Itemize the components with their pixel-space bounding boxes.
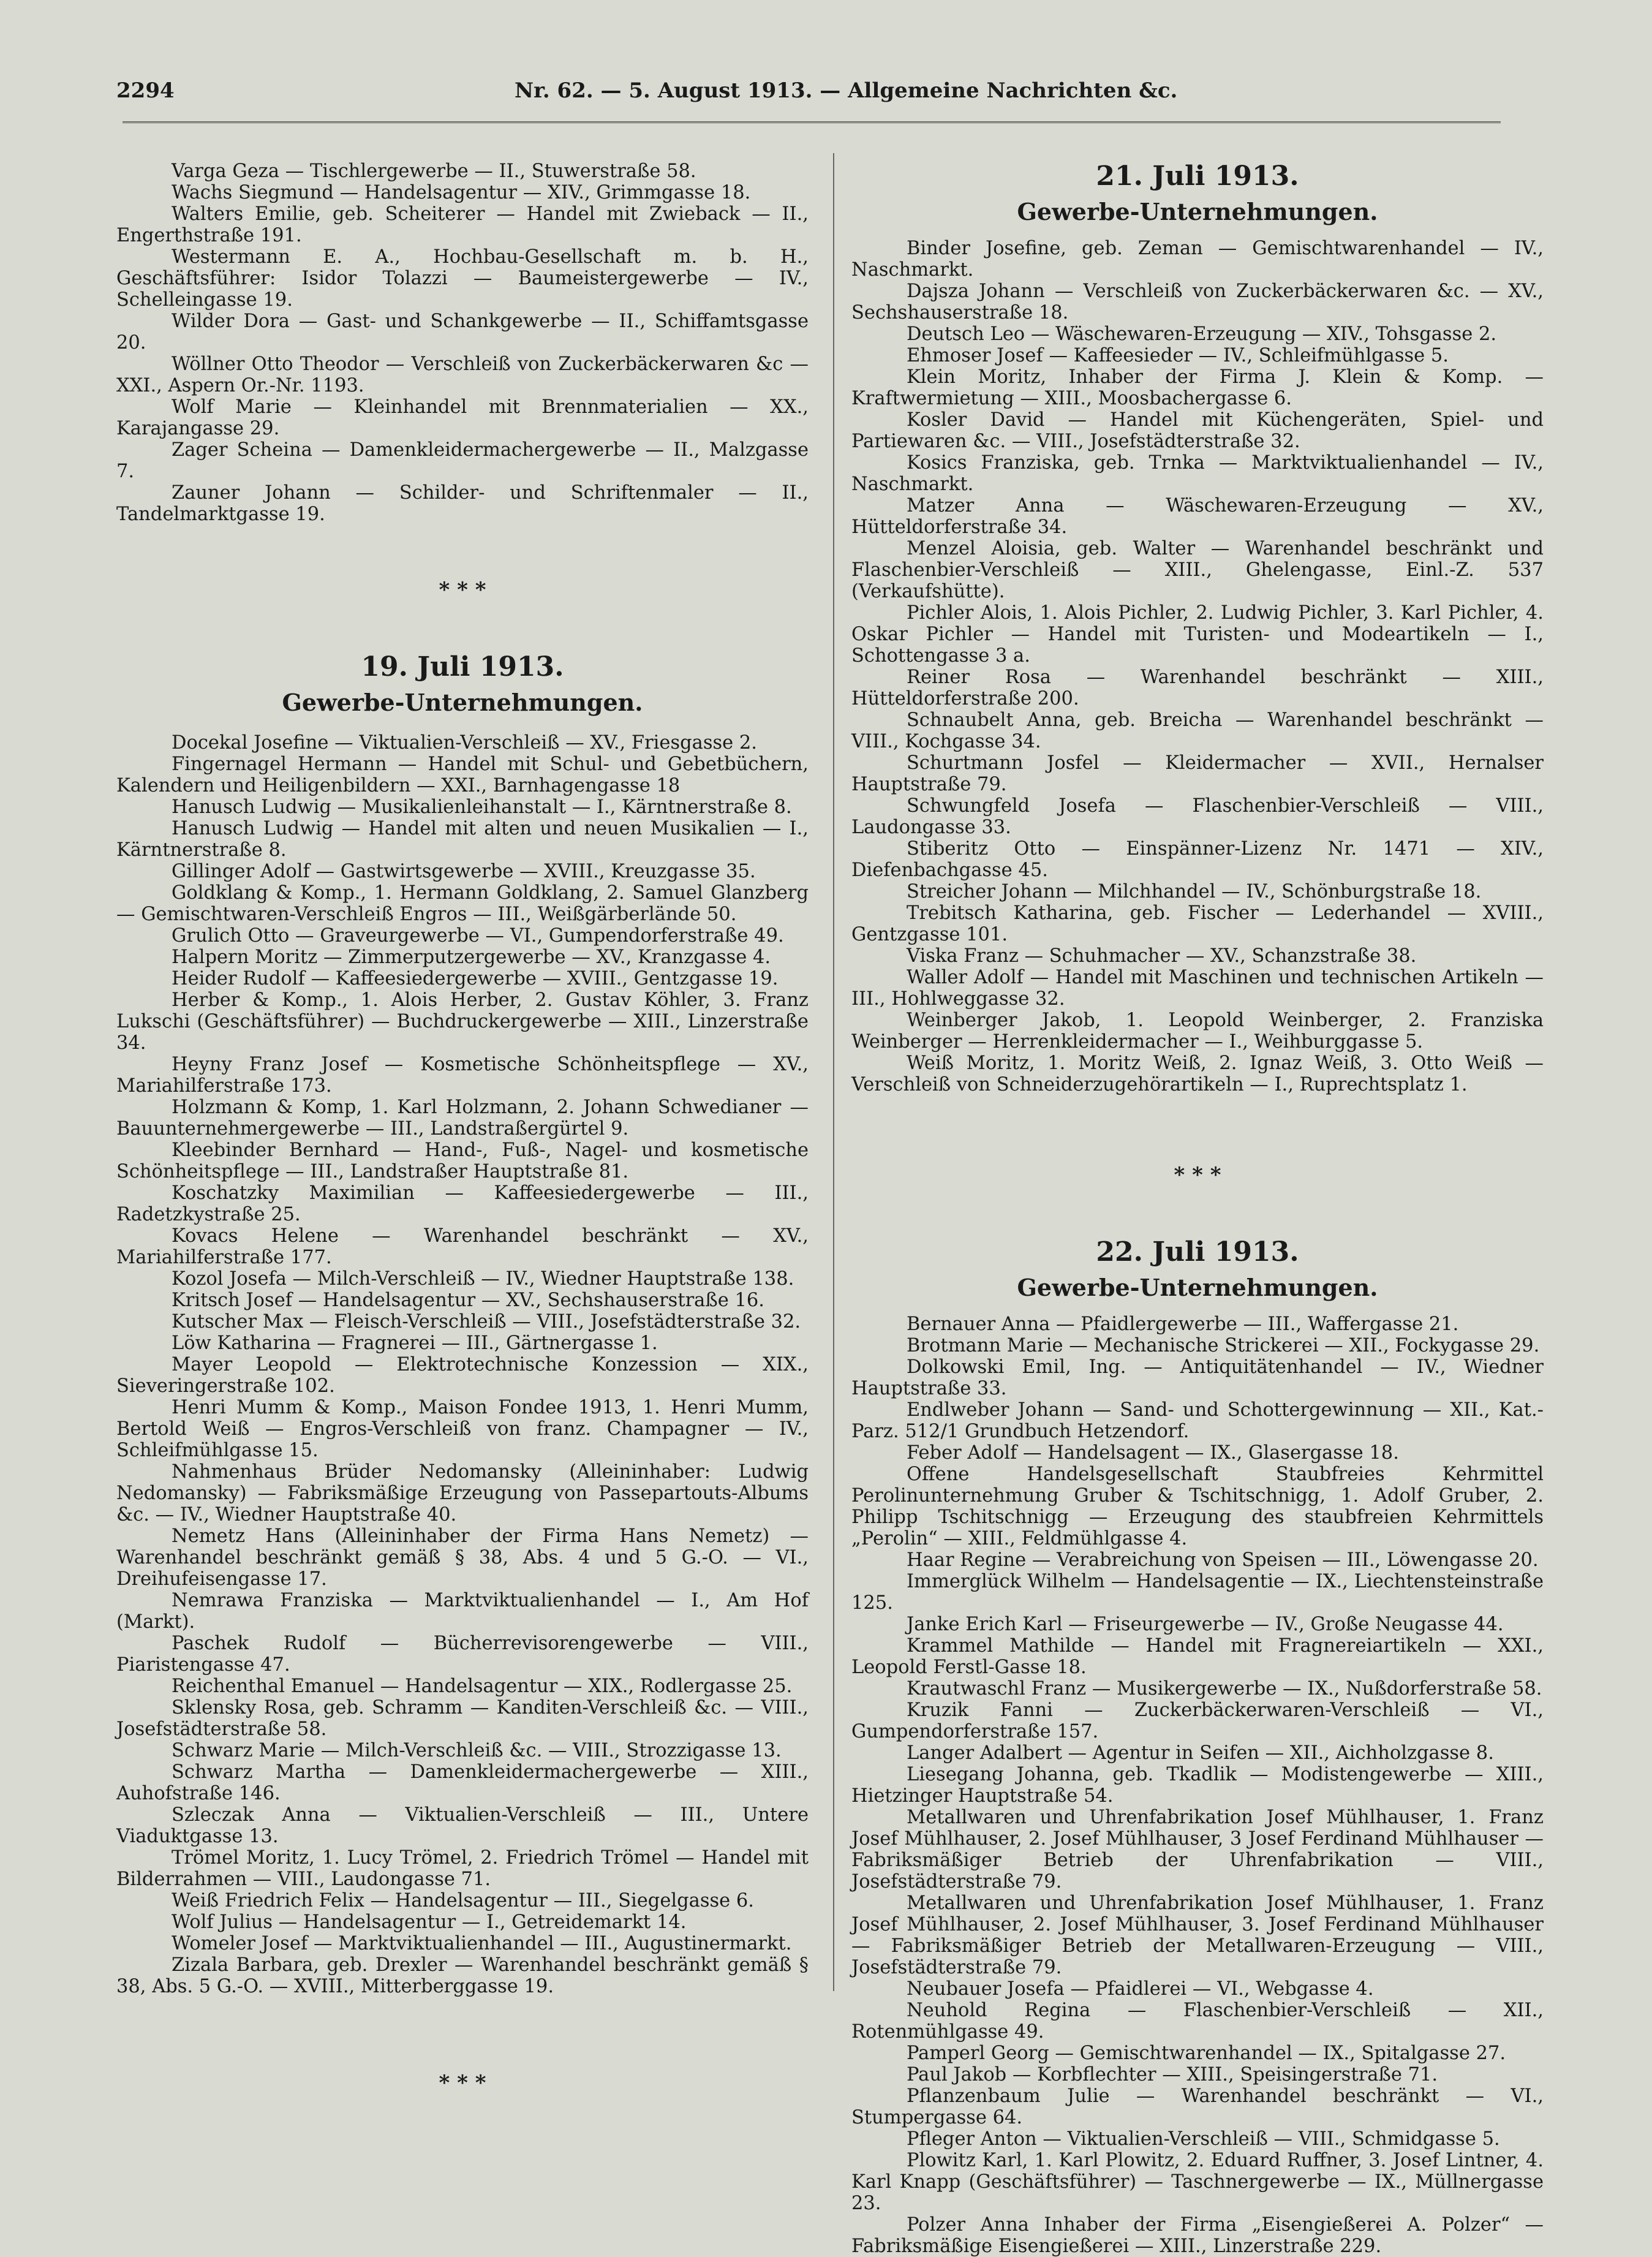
register-entry: Womeler Josef — Marktviktualienhandel — III., Augustinermarkt. [172,1933,792,1954]
page-header [116,78,1507,115]
register-entry: Halpern Moritz — Zimmerputzergewerbe — XV., Kranzgasse 4. [172,947,771,968]
register-entry: Kutscher Max — Fleisch-Verschleiß — VIII., Josefstädterstraße 32. [172,1311,801,1333]
register-entry: Dajsza Johann — Verschleiß von Zuckerbäckerwaren &c. — XV., Sechshauserstraße 18. [851,281,1544,323]
register-entry: Wolf Marie — Kleinhandel mit Brennmaterialien — XX., Karajangasse 29. [116,396,809,439]
register-entry: Schwungfeld Josefa — Flaschenbier-Verschleiß — VIII., Laudongasse 33. [851,795,1544,838]
register-entry: Wachs Siegmund — Handelsagentur — XIV., Grimmgasse 18. [172,182,751,203]
register-entry: Janke Erich Karl — Friseurgewerbe — IV., Große Neugasse 44. [907,1614,1504,1635]
register-entry: Holzmann & Komp, 1. Karl Holzmann, 2. Johann Schwedianer — Bauunternehmergewerbe — III., Landstraßergürtel 9. [116,1097,809,1140]
register-entry: Pfleger Anton — Viktualien-Verschleiß — VIII., Schmidgasse 5. [907,2128,1500,2150]
date-heading-july21: 21. Juli 1913. [1096,161,1299,192]
register-entry: Menzel Aloisia, geb. Walter — Warenhandel beschränkt und Flaschenbier-Verschleiß — XIII., Ghelengasse, Einl.-Z. 537 (Verkaufshütte). [851,538,1544,602]
register-entry: Bernauer Anna — Pfaidlergewerbe — III., Waffergasse 21. [907,1314,1459,1335]
register-entry: Neuhold Regina — Flaschenbier-Verschleiß — XII., Rotenmühlgasse 49. [851,2000,1544,2043]
register-entry: Reichenthal Emanuel — Handelsagentur — XIX., Rodlergasse 25. [172,1676,793,1697]
register-entry: Nahmenhaus Brüder Nedomansky (Alleininhaber: Ludwig Nedomansky) — Fabriksmäßige Erzeugung von Passepartouts-Albums &c. — IV., Wiedner Hauptstraße 40. [116,1461,809,1525]
register-entry: Kosler David — Handel mit Küchengeräten, Spiel- und Partiewaren &c. — VIII., Josefstädterstraße 32. [851,409,1544,452]
register-entry: Zager Scheina — Damenkleidermachergewerbe — II., Malzgasse 7. [116,439,809,482]
register-entry: Paul Jakob — Korbflechter — XIII., Speisingerstraße 71. [907,2064,1438,2085]
register-entry: Metallwaren und Uhrenfabrikation Josef Mühlhauser, 1. Franz Josef Mühlhauser, 2. Josef Mühlhauser, 3. Josef Ferdinand Mühlhauser — Fabriksmäßiger Betrieb der Metallwaren-Erzeugung — VIII., Josefstädterstraße 79. [851,1892,1544,1978]
register-entry: Nemrawa Franziska — Marktviktualienhandel — I., Am Hof (Markt). [116,1590,809,1633]
register-entry: Mayer Leopold — Elektrotechnische Konzession — XIX., Sieveringerstraße 102. [116,1354,809,1397]
register-entry: Waller Adolf — Handel mit Maschinen und technischen Artikeln — III., Hohlweggasse 32. [851,967,1544,1010]
left-column [116,161,809,2095]
section-heading-july21: Gewerbe-Unternehmungen. [1017,198,1378,225]
register-entry: Fingernagel Hermann — Handel mit Schul- und Gebetbüchern, Kalendern und Heiligenbildern — XXI., Barnhagengasse 18 [116,754,809,796]
register-entry: Kruzik Fanni — Zuckerbäckerwaren-Verschleiß — VI., Gumpendorferstraße 157. [851,1699,1544,1742]
section-stars-2: * * * [439,2071,486,2095]
register-entry: Pichler Alois, 1. Alois Pichler, 2. Ludwig Pichler, 3. Karl Pichler, 4. Oskar Pichler — Handel mit Turisten- und Modeartikeln — I., Schottengasse 3 a. [851,602,1544,667]
register-entry: Weinberger Jakob, 1. Leopold Weinberger, 2. Franziska Weinberger — Herrenkleidermacher — I., Weihburggasse 5. [851,1010,1544,1053]
register-entry: Trömel Moritz, 1. Lucy Trömel, 2. Friedrich Trömel — Handel mit Bilderrahmen — VIII., Laudongasse 71. [116,1847,809,1890]
register-entry: Haar Regine — Verabreichung von Speisen — III., Löwengasse 20. [907,1549,1539,1571]
register-entry: Neubauer Josefa — Pfaidlerei — VI., Webgasse 4. [907,1978,1374,2000]
header-rule [123,121,1501,123]
register-entry: Immerglück Wilhelm — Handelsagentie — IX., Liechtensteinstraße 125. [851,1571,1544,1614]
register-entry: Weiß Moritz, 1. Moritz Weiß, 2. Ignaz Weiß, 3. Otto Weiß — Verschleiß von Schneiderzugehörartikeln — I., Ruprechtsplatz 1. [851,1053,1544,1095]
register-entry: Schwarz Marie — Milch-Verschleiß &c. — VIII., Strozzigasse 13. [172,1740,782,1761]
register-entry: Wilder Dora — Gast- und Schankgewerbe — II., Schiffamtsgasse 20. [116,311,809,353]
register-entry: Nemetz Hans (Alleininhaber der Firma Hans Nemetz) — Warenhandel beschränkt gemäß § 38, Abs. 4 und 5 G.-O. — VI., Dreihufeisengasse 17. [116,1525,809,1590]
register-entry: Wolf Julius — Handelsagentur — I., Getreidemarkt 14. [172,1911,687,1933]
register-entry: Kovacs Helene — Warenhandel beschränkt — XV., Mariahilferstraße 177. [116,1225,809,1268]
register-entry: Klein Moritz, Inhaber der Firma J. Klein & Komp. — Kraftwermietung — XIII., Moosbachergasse 6. [851,366,1544,409]
register-entry: Matzer Anna — Wäschewaren-Erzeugung — XV., Hütteldorferstraße 34. [851,495,1544,538]
register-entry: Hanusch Ludwig — Musikalienleihanstalt — I., Kärntnerstraße 8. [172,796,792,818]
right-column [851,161,1544,2257]
register-entry: Schurtmann Josfel — Kleidermacher — XVII., Hernalser Hauptstraße 79. [851,752,1544,795]
register-entry: Reiner Rosa — Warenhandel beschränkt — XIII., Hütteldorferstraße 200. [851,667,1544,709]
register-entry: Docekal Josefine — Viktualien-Verschleiß — XV., Friesgasse 2. [172,732,757,754]
register-entry: Pamperl Georg — Gemischtwarenhandel — IX., Spitalgasse 27. [907,2043,1506,2064]
register-entry: Stiberitz Otto — Einspänner-Lizenz Nr. 1471 — XIV., Diefenbachgasse 45. [851,838,1544,881]
register-entry: Polzer Anna Inhaber der Firma „Eisengießerei A. Polzer“ — Fabriksmäßige Eisengießerei — XIII., Linzerstraße 229. [851,2214,1544,2257]
register-entry: Gillinger Adolf — Gastwirtsgewerbe — XVIII., Kreuzgasse 35. [172,861,756,882]
register-entry: Paschek Rudolf — Bücherrevisorengewerbe — VIII., Piaristengasse 47. [116,1633,809,1676]
register-entry: Heider Rudolf — Kaffeesiedergewerbe — XVIII., Gentzgasse 19. [172,968,779,989]
register-entry: Liesegang Johanna, geb. Tkadlik — Modistengewerbe — XIII., Hietzinger Hauptstraße 54. [851,1764,1544,1807]
register-entry: Krammel Mathilde — Handel mit Fragnereiartikeln — XXI., Leopold Ferstl-Gasse 18. [851,1635,1544,1678]
register-entry: Löw Katharina — Fragnerei — III., Gärtnergasse 1. [172,1333,658,1354]
left-top-list [116,161,809,525]
register-entry: Kosics Franziska, geb. Trnka — Marktviktualienhandel — IV., Naschmarkt. [851,452,1544,495]
register-entry: Streicher Johann — Milchhandel — IV., Schönburgstraße 18. [907,881,1482,902]
running-title: Nr. 62. — 5. August 1913. — Allgemeine Nachrichten &c. [515,78,1178,103]
entries-july19 [116,732,809,1997]
register-entry: Hanusch Ludwig — Handel mit alten und neuen Musikalien — I., Kärntnerstraße 8. [116,818,809,861]
entries-july22 [851,1314,1544,2257]
register-entry: Koschatzky Maximilian — Kaffeesiedergewerbe — III., Radetzkystraße 25. [116,1182,809,1225]
register-entry: Herber & Komp., 1. Alois Herber, 2. Gustav Köhler, 3. Franz Lukschi (Geschäftsführer) — Buchdruckergewerbe — XIII., Linzerstraße 34. [116,989,809,1054]
register-entry: Kleebinder Bernhard — Hand-, Fuß-, Nagel- und kosmetische Schönheitspflege — III., Landstraßer Hauptstraße 81. [116,1140,809,1182]
register-entry: Feber Adolf — Handelsagent — IX., Glasergasse 18. [907,1442,1399,1464]
register-entry: Goldklang & Komp., 1. Hermann Goldklang, 2. Samuel Glanzberg — Gemischtwaren-Verschleiß Engros — III., Weißgärberlände 50. [116,882,809,925]
register-entry: Binder Josefine, geb. Zeman — Gemischtwarenhandel — IV., Naschmarkt. [851,238,1544,281]
register-entry: Kozol Josefa — Milch-Verschleiß — IV., Wiedner Hauptstraße 138. [172,1268,794,1290]
register-entry: Offene Handelsgesellschaft Staubfreies Kehrmittel Perolinunternehmung Gruber & Tschitschnigg, 1. Adolf Gruber, 2. Philipp Tschitschnigg — Erzeugung des staubfreien Kehrmittels „Perolin“ — XIII., Feldmühlgasse 4. [851,1464,1544,1549]
register-entry: Zizala Barbara, geb. Drexler — Warenhandel beschränkt gemäß § 38, Abs. 5 G.-O. — XVIII., Mitterberggasse 19. [116,1954,809,1997]
section-stars-1: * * * [439,578,486,602]
register-entry: Varga Geza — Tischlergewerbe — II., Stuwerstraße 58. [172,161,696,182]
register-entry: Heyny Franz Josef — Kosmetische Schönheitspflege — XV., Mariahilferstraße 173. [116,1054,809,1097]
register-entry: Langer Adalbert — Agentur in Seifen — XII., Aichholzgasse 8. [907,1742,1494,1764]
register-entry: Kritsch Josef — Handelsagentur — XV., Sechshauserstraße 16. [172,1290,764,1311]
register-entry: Ehmoser Josef — Kaffeesieder — IV., Schleifmühlgasse 5. [907,345,1449,366]
register-entry: Plowitz Karl, 1. Karl Plowitz, 2. Eduard Ruffner, 3. Josef Lintner, 4. Karl Knapp (Geschäftsführer) — Taschnergewerbe — IX., Müllnergasse 23. [851,2150,1544,2214]
register-entry: Sklensky Rosa, geb. Schramm — Kanditen-Verschleiß &c. — VIII., Josefstädterstraße 58. [116,1697,809,1740]
register-entry: Metallwaren und Uhrenfabrikation Josef Mühlhauser, 1. Franz Josef Mühlhauser, 2. Josef Mühlhauser, 3 Josef Ferdinand Mühlhauser — Fabriksmäßiger Betrieb der Uhrenfabrikation — VIII., Josefstädterstraße 79. [851,1807,1544,1892]
section-heading-july22: Gewerbe-Unternehmungen. [1017,1274,1378,1301]
register-entry: Deutsch Leo — Wäschewaren-Erzeugung — XIV., Tohsgasse 2. [907,323,1497,345]
register-entry: Pflanzenbaum Julie — Warenhandel beschränkt — VI., Stumpergasse 64. [851,2085,1544,2128]
column-divider [833,153,834,1991]
date-heading-july22: 22. Juli 1913. [1096,1236,1299,1268]
register-entry: Schwarz Martha — Damenkleidermachergewerbe — XIII., Auhofstraße 146. [116,1761,809,1804]
register-entry: Trebitsch Katharina, geb. Fischer — Lederhandel — XVIII., Gentzgasse 101. [851,902,1544,945]
register-entry: Krautwaschl Franz — Musikergewerbe — IX., Nußdorferstraße 58. [907,1678,1542,1699]
register-entry: Henri Mumm & Komp., Maison Fondee 1913, 1. Henri Mumm, Bertold Weiß — Engros-Verschleiß von franz. Champagner — IV., Schleifmühlgasse 15. [116,1397,809,1461]
page-number: 2294 [116,78,175,103]
register-entry: Walters Emilie, geb. Scheiterer — Handel mit Zwieback — II., Engerthstraße 191. [116,203,809,246]
date-heading-july19: 19. Juli 1913. [361,651,564,682]
register-entry: Westermann E. A., Hochbau-Gesellschaft m. b. H., Geschäftsführer: Isidor Tolazzi — Baumeistergewerbe — IV., Schelleingasse 19. [116,246,809,311]
register-entry: Schnaubelt Anna, geb. Breicha — Warenhandel beschränkt — VIII., Kochgasse 34. [851,709,1544,752]
register-entry: Grulich Otto — Graveurgewerbe — VI., Gumpendorferstraße 49. [172,925,784,947]
register-entry: Viska Franz — Schuhmacher — XV., Schanzstraße 38. [907,945,1417,967]
register-entry: Zauner Johann — Schilder- und Schriftenmaler — II., Tandelmarktgasse 19. [116,482,809,525]
register-entry: Brotmann Marie — Mechanische Strickerei — XII., Fockygasse 29. [907,1335,1540,1356]
register-entry: Endlweber Johann — Sand- und Schottergewinnung — XII., Kat.-Parz. 512/1 Grundbuch Hetzendorf. [851,1399,1544,1442]
section-heading-july19: Gewerbe-Unternehmungen. [282,689,643,716]
entries-july21 [851,238,1544,1095]
register-entry: Dolkowski Emil, Ing. — Antiquitätenhandel — IV., Wiedner Hauptstraße 33. [851,1356,1544,1399]
section-stars-3: * * * [1174,1163,1221,1187]
register-entry: Wöllner Otto Theodor — Verschleiß von Zuckerbäckerwaren &c — XXI., Aspern Or.-Nr. 1193. [116,353,809,396]
register-entry: Szleczak Anna — Viktualien-Verschleiß — III., Untere Viaduktgasse 13. [116,1804,809,1847]
register-entry: Weiß Friedrich Felix — Handelsagentur — III., Siegelgasse 6. [172,1890,754,1911]
